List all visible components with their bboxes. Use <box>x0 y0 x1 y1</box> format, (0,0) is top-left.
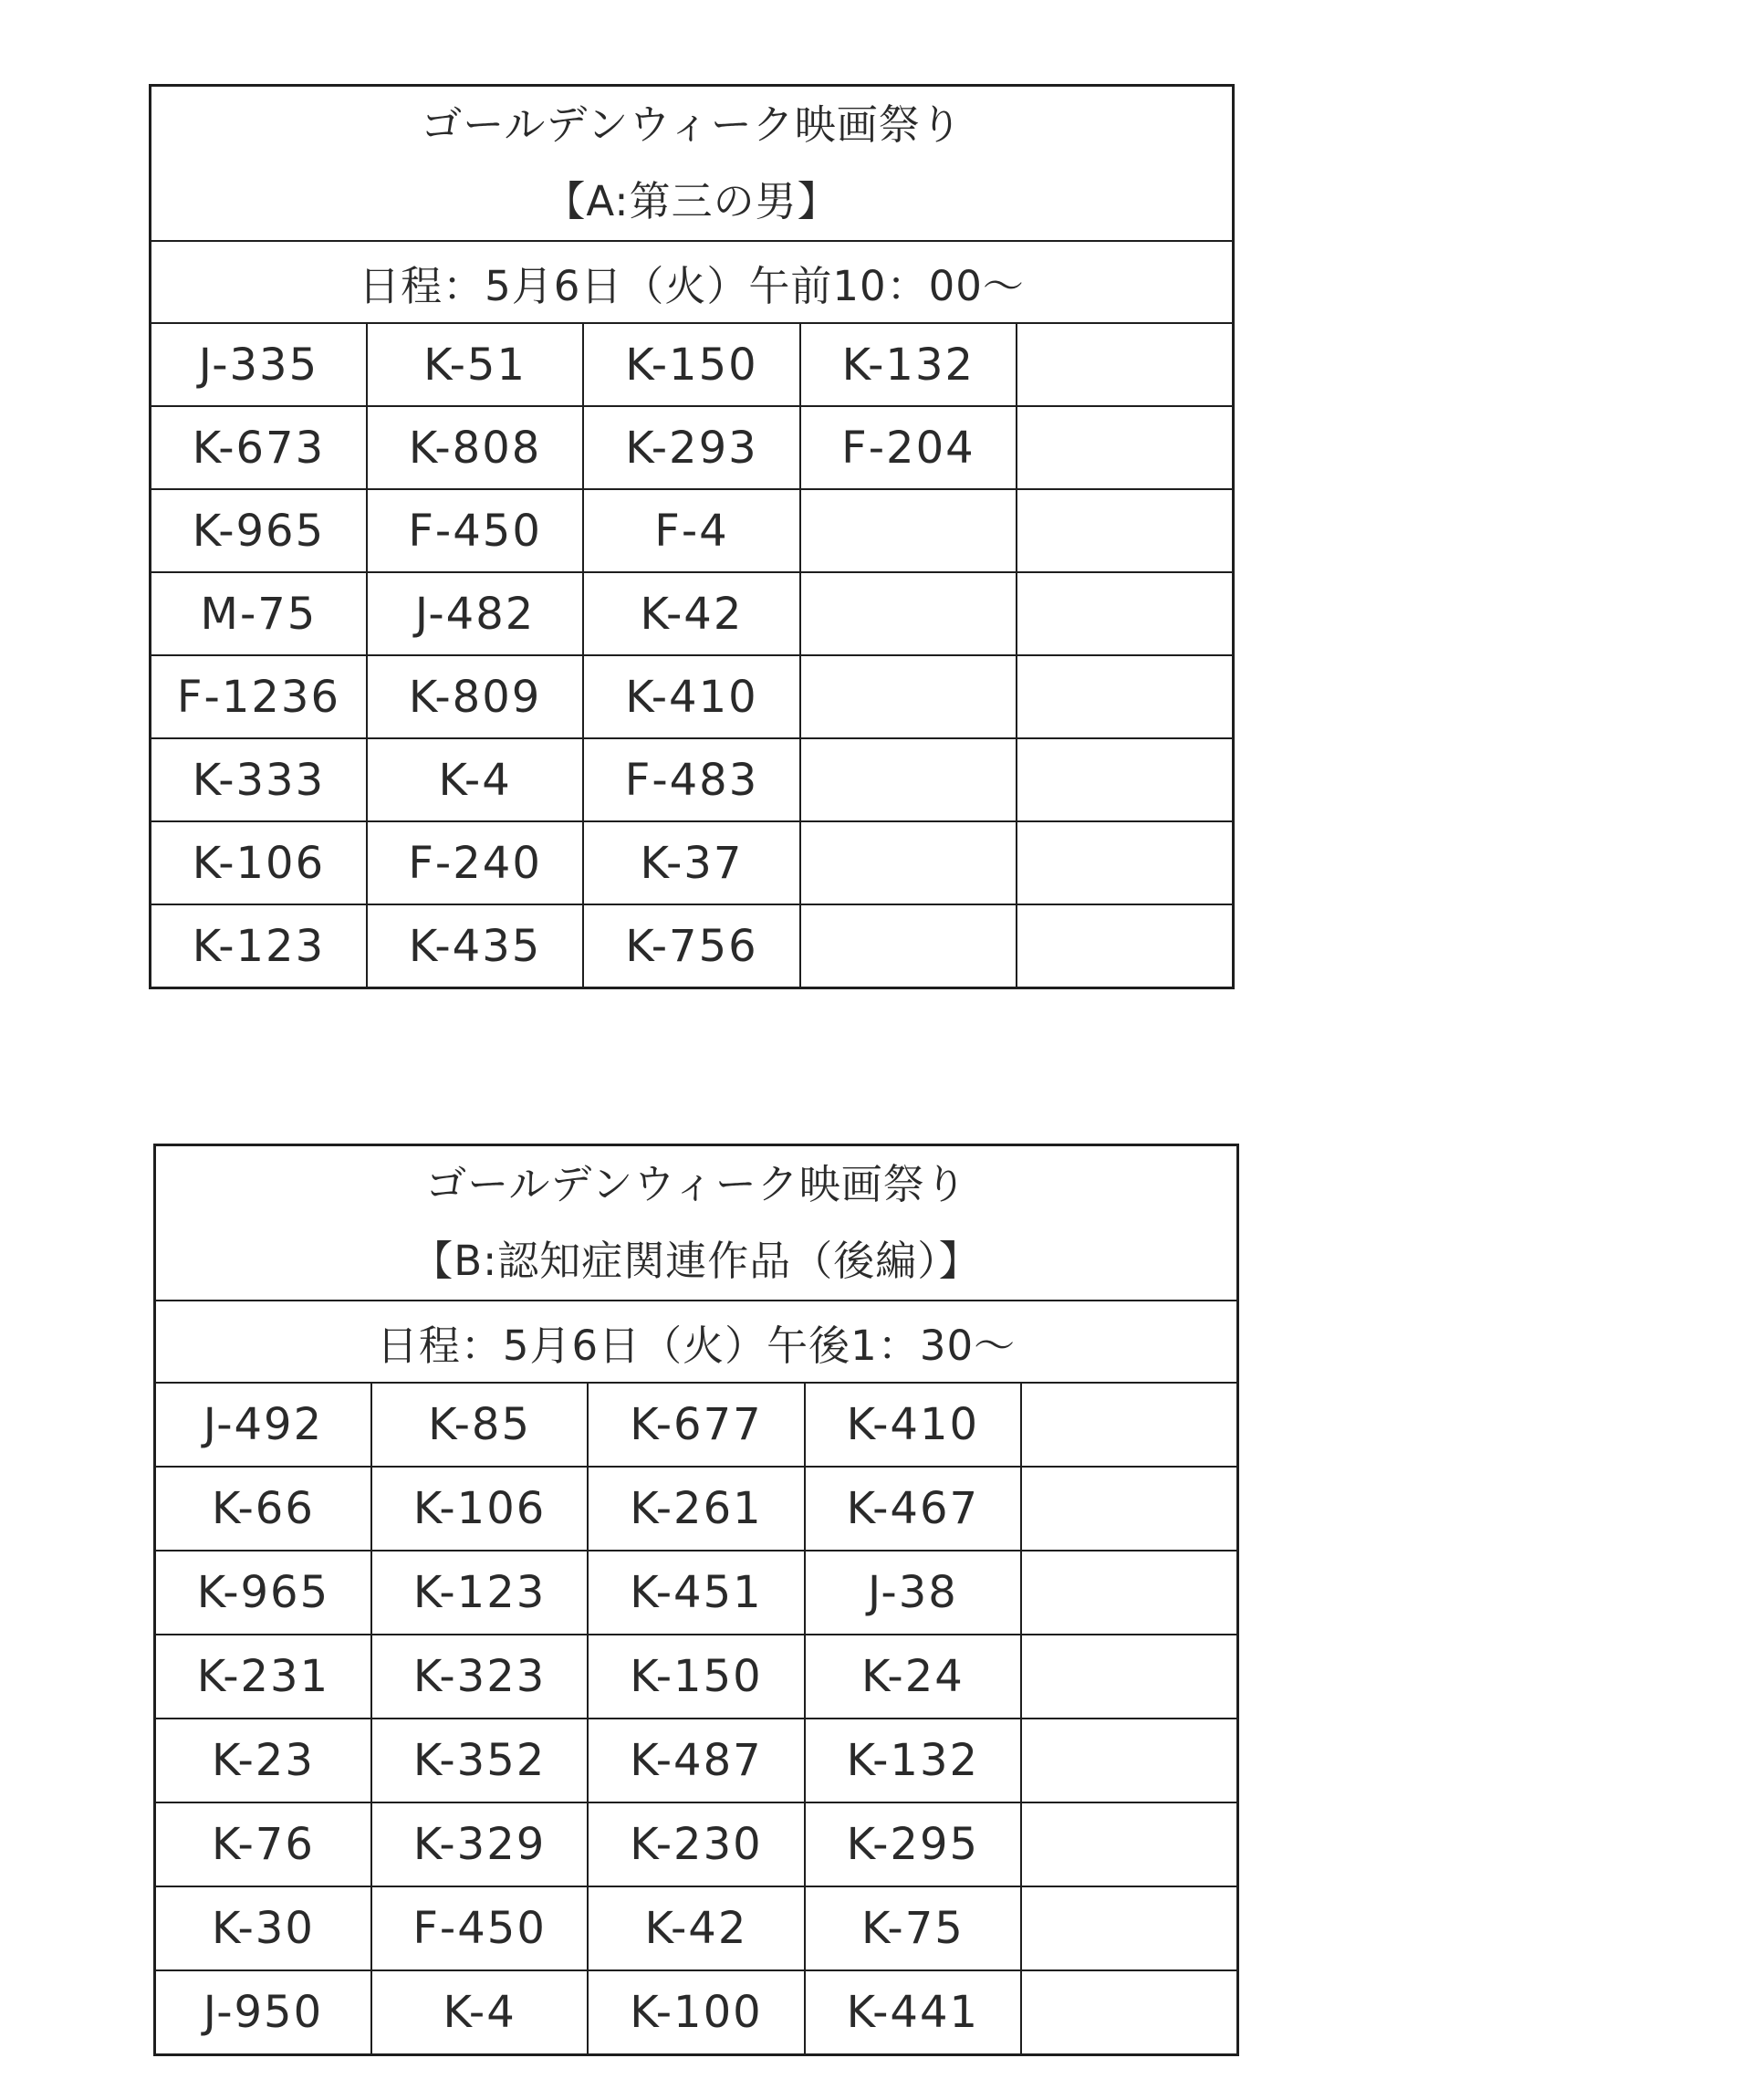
table-row <box>151 904 1234 988</box>
code-cell: K-132 <box>800 323 1017 406</box>
table-row <box>151 406 1234 489</box>
code-cell: K-808 <box>367 406 583 489</box>
code-cell: F-4 <box>583 489 799 572</box>
code-cell: K-352 <box>371 1719 588 1802</box>
code-cell: K-965 <box>155 1551 371 1635</box>
code-cell: K-965 <box>151 489 367 572</box>
code-cell <box>1017 904 1233 988</box>
schedule-text: 日程：5月6日（火）午後1：30～ <box>155 1301 1238 1383</box>
code-cell: K-123 <box>371 1551 588 1635</box>
table-title <box>151 86 1234 242</box>
screening-table-a <box>149 84 1235 989</box>
code-cell: J-482 <box>367 572 583 655</box>
table-row <box>155 1383 1238 1467</box>
table-row <box>155 1970 1238 2055</box>
code-cell: K-323 <box>371 1635 588 1719</box>
code-cell: K-66 <box>155 1467 371 1551</box>
table-row <box>155 1467 1238 1551</box>
title-row <box>155 1145 1238 1301</box>
code-cell: K-85 <box>371 1383 588 1467</box>
code-cell <box>800 655 1017 738</box>
code-cell <box>1021 1551 1237 1635</box>
code-cell <box>800 572 1017 655</box>
code-cell <box>800 738 1017 821</box>
code-cell: K-329 <box>371 1802 588 1886</box>
code-cell: K-123 <box>151 904 367 988</box>
code-cell: J-950 <box>155 1970 371 2055</box>
code-cell: F-450 <box>367 489 583 572</box>
code-cell <box>1017 821 1233 904</box>
program-title: 【B:認知症関連作品（後編）】 <box>412 1237 981 1285</box>
code-cell: K-42 <box>583 572 799 655</box>
code-cell: K-150 <box>583 323 799 406</box>
code-cell <box>1017 738 1233 821</box>
code-cell: K-410 <box>583 655 799 738</box>
code-cell: K-293 <box>583 406 799 489</box>
screening-table-b <box>153 1144 1239 2056</box>
code-cell: K-4 <box>371 1970 588 2055</box>
code-cell <box>1021 1886 1237 1970</box>
code-cell: K-24 <box>805 1635 1021 1719</box>
code-cell: K-441 <box>805 1970 1021 2055</box>
code-cell: K-677 <box>588 1383 804 1467</box>
code-cell: J-492 <box>155 1383 371 1467</box>
code-cell: K-100 <box>588 1970 804 2055</box>
table-row <box>155 1635 1238 1719</box>
code-cell: K-231 <box>155 1635 371 1719</box>
code-cell: K-75 <box>805 1886 1021 1970</box>
code-cell <box>1017 572 1233 655</box>
code-cell: K-673 <box>151 406 367 489</box>
code-cell: K-756 <box>583 904 799 988</box>
code-cell: M-75 <box>151 572 367 655</box>
code-cell: K-23 <box>155 1719 371 1802</box>
code-cell: F-204 <box>800 406 1017 489</box>
code-cell: K-76 <box>155 1802 371 1886</box>
code-cell: K-42 <box>588 1886 804 1970</box>
code-cell: K-132 <box>805 1719 1021 1802</box>
code-cell <box>1021 1719 1237 1802</box>
event-title: ゴールデンウィーク映画祭り <box>421 100 963 149</box>
code-cell <box>1017 406 1233 489</box>
code-cell <box>1017 655 1233 738</box>
table-row <box>151 323 1234 406</box>
table-row <box>151 655 1234 738</box>
code-cell: K-4 <box>367 738 583 821</box>
code-cell <box>1017 489 1233 572</box>
title-row <box>151 86 1234 242</box>
code-cell: K-37 <box>583 821 799 904</box>
table-row <box>151 821 1234 904</box>
code-cell: J-335 <box>151 323 367 406</box>
code-cell: K-106 <box>371 1467 588 1551</box>
code-cell: J-38 <box>805 1551 1021 1635</box>
schedule-row <box>151 241 1234 323</box>
code-cell: K-451 <box>588 1551 804 1635</box>
code-cell: K-51 <box>367 323 583 406</box>
code-cell: K-295 <box>805 1802 1021 1886</box>
code-cell <box>1017 323 1233 406</box>
code-cell <box>1021 1383 1237 1467</box>
code-cell: K-809 <box>367 655 583 738</box>
table-row <box>151 572 1234 655</box>
program-title: 【A:第三の男】 <box>544 177 840 225</box>
code-cell: K-230 <box>588 1802 804 1886</box>
code-cell: K-150 <box>588 1635 804 1719</box>
code-cell <box>800 904 1017 988</box>
table-row <box>155 1551 1238 1635</box>
code-cell: K-410 <box>805 1383 1021 1467</box>
code-cell: F-240 <box>367 821 583 904</box>
code-cell <box>1021 1467 1237 1551</box>
code-cell <box>800 821 1017 904</box>
schedule-row <box>155 1301 1238 1383</box>
code-cell: K-435 <box>367 904 583 988</box>
table-body <box>155 1145 1238 2055</box>
code-cell: K-30 <box>155 1886 371 1970</box>
schedule-text: 日程：5月6日（火）午前10：00～ <box>151 241 1234 323</box>
code-cell <box>1021 1970 1237 2055</box>
table-row <box>151 489 1234 572</box>
table-body <box>151 86 1234 988</box>
code-cell <box>1021 1635 1237 1719</box>
code-cell: K-487 <box>588 1719 804 1802</box>
table-title <box>155 1145 1238 1301</box>
code-cell: F-1236 <box>151 655 367 738</box>
table-row <box>151 738 1234 821</box>
code-cell: F-483 <box>583 738 799 821</box>
table-row <box>155 1719 1238 1802</box>
code-cell <box>800 489 1017 572</box>
code-cell: K-333 <box>151 738 367 821</box>
table-row <box>155 1802 1238 1886</box>
table-row <box>155 1886 1238 1970</box>
event-title: ゴールデンウィーク映画祭り <box>425 1160 967 1208</box>
code-cell: K-467 <box>805 1467 1021 1551</box>
code-cell: K-261 <box>588 1467 804 1551</box>
code-cell: F-450 <box>371 1886 588 1970</box>
code-cell <box>1021 1802 1237 1886</box>
code-cell: K-106 <box>151 821 367 904</box>
